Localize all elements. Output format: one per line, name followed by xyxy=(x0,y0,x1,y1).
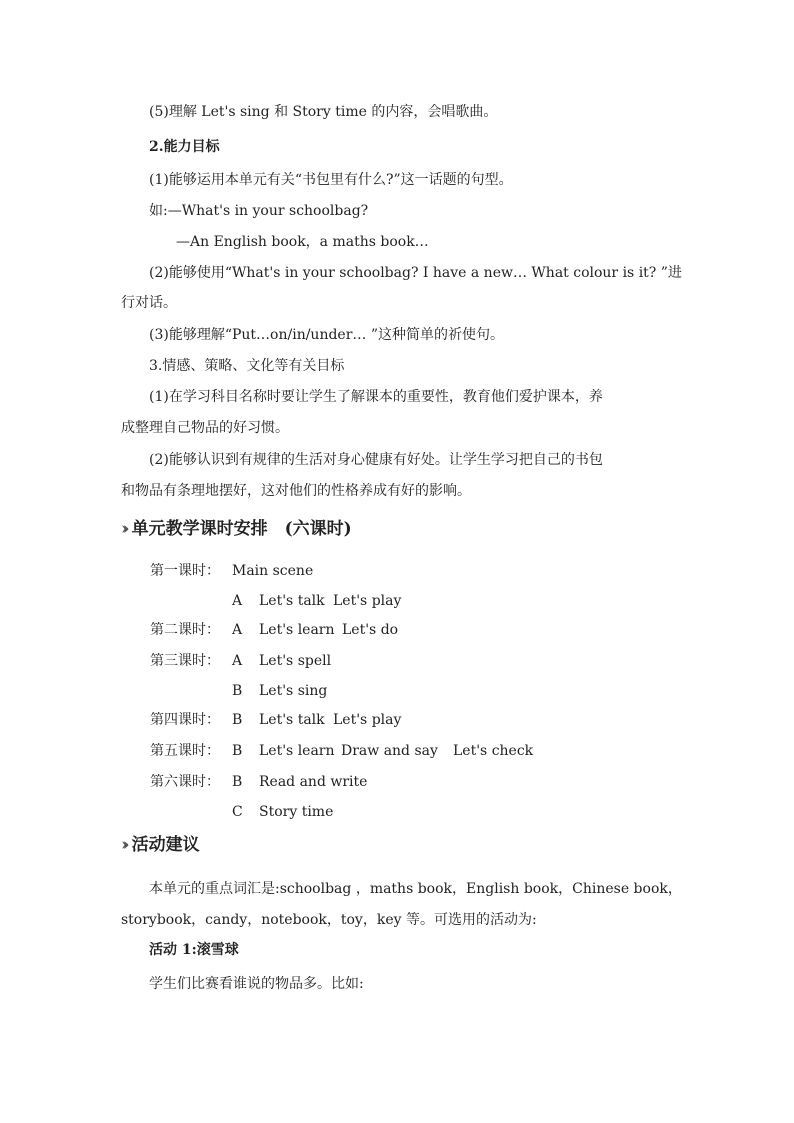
schedule-row-letter: C xyxy=(232,804,243,820)
schedule-row-letter: A xyxy=(232,622,243,638)
schedule-row-activity-2: Let's play xyxy=(333,712,402,728)
activity-1-text: 学生们比赛看谁说的物品多。比如: xyxy=(149,976,364,992)
activity-1-title: 活动 1:滚雪球 xyxy=(149,942,239,958)
ability-heading: 2.能力目标 xyxy=(149,139,220,155)
schedule-row-letter: B xyxy=(232,683,243,699)
schedule-row-activity: Read and write xyxy=(259,774,368,790)
affect-item-1-line2: 成整理自己物品的好习惯。 xyxy=(121,420,289,436)
affect-item-2-line1: (2)能够认识到有规律的生活对身心健康有好处。让学生学习把自己的书包 xyxy=(149,452,603,468)
chevron-icon: ›› xyxy=(121,835,125,855)
schedule-row-activity-3: Let's check xyxy=(453,743,534,759)
example-question: 如:—What's in your schoolbag? xyxy=(149,203,369,219)
schedule-row-activity: Let's learn xyxy=(259,743,335,759)
schedule-row-activity: Let's learn xyxy=(259,622,335,638)
objective-item-5: (5)理解 Let's sing 和 Story time 的内容，会唱歌曲。 xyxy=(149,104,498,120)
ability-item-2-line2: 行对话。 xyxy=(121,295,177,311)
schedule-row-day: 第五课时： xyxy=(150,743,220,759)
schedule-row-activity-2: Let's do xyxy=(342,622,399,638)
activity-section-heading xyxy=(121,833,200,857)
activity-intro-line2: storybook，candy，notebook，toy，key 等。可选用的活动为: xyxy=(121,912,537,928)
affect-item-1-line1: (1)在学习科目名称时要让学生了解课本的重要性，教育他们爱护课本，养 xyxy=(149,389,603,405)
schedule-row-letter: B xyxy=(232,774,243,790)
schedule-row-letter: A xyxy=(232,593,243,609)
activity-intro-line1: 本单元的重点词汇是:schoolbag ，maths book，English book，Chinese book， xyxy=(149,881,682,897)
schedule-row-letter: B xyxy=(232,743,243,759)
schedule-row-activity-2: Draw and say xyxy=(341,743,438,759)
schedule-row-letter: B xyxy=(232,712,243,728)
affect-item-2-line2: 和物品有条理地摆好，这对他们的性格养成有好的影响。 xyxy=(121,483,471,499)
schedule-row-day: 第二课时： xyxy=(150,622,220,638)
example-answer: —An English book，a maths book… xyxy=(176,234,429,250)
schedule-row-activity: Let's talk xyxy=(259,712,325,728)
chevron-icon: ›› xyxy=(121,519,125,539)
activity-section-title: 活动建议 xyxy=(131,835,200,855)
schedule-row-day: 第六课时： xyxy=(150,774,220,790)
ability-item-1: (1)能够运用本单元有关“书包里有什么?”这一话题的句型。 xyxy=(149,172,513,188)
schedule-section-title: 单元教学课时安排 (六课时) xyxy=(131,519,352,539)
schedule-row-activity-2: Let's play xyxy=(333,593,402,609)
affect-heading: 3.情感、策略、文化等有关目标 xyxy=(149,358,345,374)
ability-item-2-line1: (2)能够使用“What's in your schoolbag? I have a new… What colour is it? ”进 xyxy=(149,265,682,281)
schedule-row-activity: Let's talk xyxy=(259,593,325,609)
schedule-row-day: 第三课时： xyxy=(150,653,220,669)
schedule-row-activity: Let's sing xyxy=(259,683,328,699)
schedule-row-day: 第一课时： xyxy=(150,563,220,579)
schedule-row-letter: A xyxy=(232,653,243,669)
ability-item-3: (3)能够理解“Put…on/in/under… ”这种简单的祈使句。 xyxy=(149,327,505,343)
schedule-row-activity: Story time xyxy=(259,804,334,820)
schedule-row-activity: Let's spell xyxy=(259,653,332,669)
schedule-row-activity: Main scene xyxy=(232,563,314,579)
schedule-row-day: 第四课时： xyxy=(150,712,220,728)
schedule-section-heading xyxy=(121,517,352,541)
